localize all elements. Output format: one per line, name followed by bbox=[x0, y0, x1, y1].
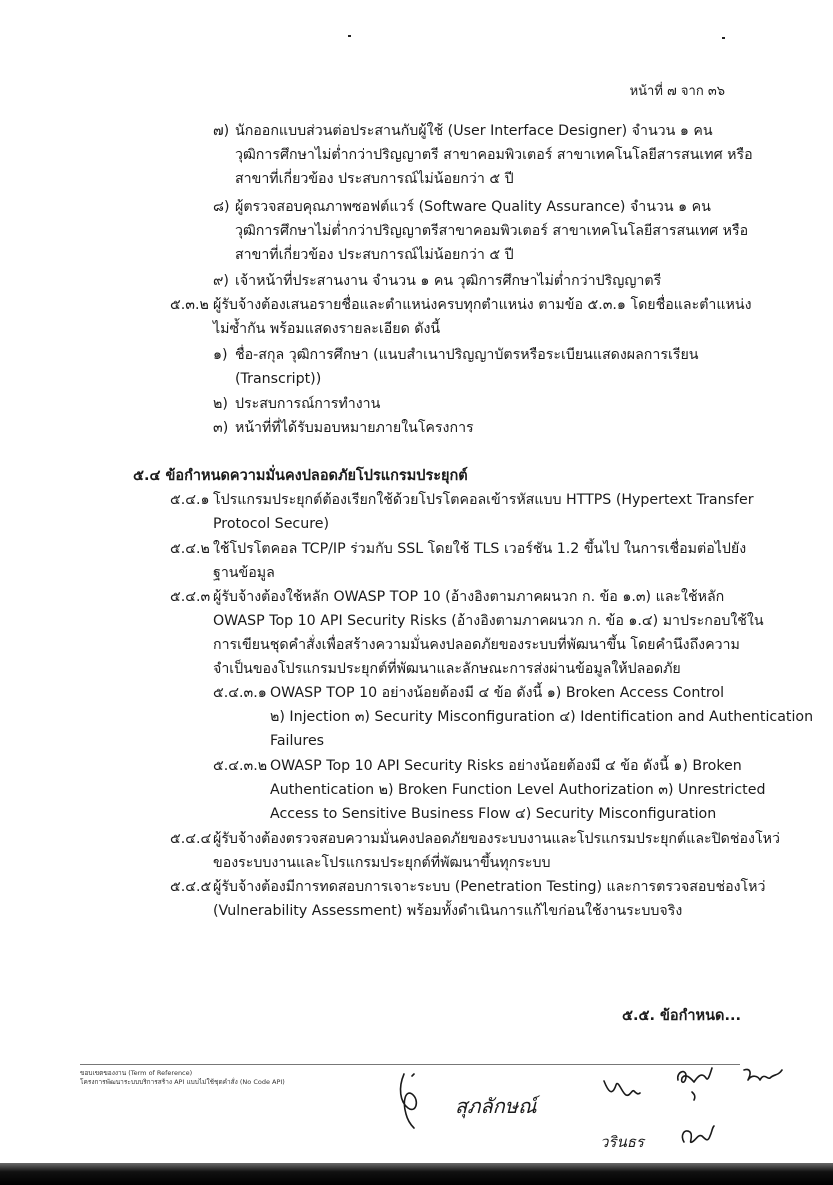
s5432-line: Authentication ๒) Broken Function Level Authorization ๓) Unrestricted bbox=[270, 782, 766, 798]
section-532-line: ผู้รับจ้างต้องเสนอรายชื่อและตำแหน่งครบทุกตำแหน่ง ตามข้อ ๕.๓.๑ โดยชื่อและตำแหน่ง bbox=[213, 297, 752, 313]
s545-line: (Vulnerability Assessment) พร้อมทั้งดำเนินการแก้ไขก่อนใช้งานระบบจริง bbox=[213, 903, 683, 919]
scan-speck bbox=[722, 37, 725, 39]
footer-rule bbox=[80, 1064, 740, 1065]
footer-line-2: โครงการพัฒนาระบบบริการสร้าง API แบบไม่ใช้ชุดคำสั่ง (No Code API) bbox=[80, 1078, 285, 1086]
item-7-line: สาขาที่เกี่ยวข้อง ประสบการณ์ไม่น้อยกว่า ๕ ปี bbox=[235, 171, 514, 187]
signature-initial-4 bbox=[672, 1062, 716, 1102]
continued-marker: ๕.๕. ข้อกำหนด... bbox=[622, 1008, 741, 1024]
s542-line: ใช้โปรโตคอล TCP/IP ร่วมกับ SSL โดยใช้ TLS เวอร์ชัน 1.2 ขึ้นไป ในการเชื่อมต่อไปยัง bbox=[213, 541, 747, 557]
s5432-line: OWASP Top 10 API Security Risks อย่างน้อยต้องมี ๔ ข้อ ดังนี้ ๑) Broken bbox=[270, 758, 742, 774]
item-7-line: วุฒิการศึกษาไม่ต่ำกว่าปริญญาตรี สาขาคอมพิวเตอร์ สาขาเทคโนโลยีสารสนเทศ หรือ bbox=[235, 147, 753, 163]
s5432-number: ๕.๔.๓.๒ bbox=[213, 758, 268, 774]
footer-line-1: ขอบเขตของงาน (Term of Reference) bbox=[80, 1069, 193, 1077]
s545-number: ๕.๔.๕ bbox=[170, 879, 212, 895]
s532-item-2-line: ประสบการณ์การทำงาน bbox=[235, 396, 381, 412]
signature-initial-7 bbox=[676, 1122, 716, 1148]
section-532-number: ๕.๓.๒ bbox=[170, 297, 209, 313]
s545-line: ผู้รับจ้างต้องมีการทดสอบการเจาะระบบ (Penetration Testing) และการตรวจสอบช่องโหว่ bbox=[213, 879, 766, 895]
item-8-line: ผู้ตรวจสอบคุณภาพซอฟต์แวร์ (Software Quality Assurance) จำนวน ๑ คน bbox=[235, 199, 711, 215]
scan-speck bbox=[348, 35, 351, 37]
section-54-heading: ๕.๔ ข้อกำหนดความมั่นคงปลอดภัยโปรแกรมประยุกต์ bbox=[133, 468, 468, 484]
section-532-line: ไม่ซ้ำกัน พร้อมแสดงรายละเอียด ดังนี้ bbox=[213, 321, 441, 337]
signature-6: วรินธร bbox=[600, 1133, 644, 1151]
s5431-number: ๕.๔.๓.๑ bbox=[213, 685, 267, 701]
page-number: หน้าที่ ๗ จาก ๓๖ bbox=[629, 84, 725, 99]
scan-edge bbox=[0, 1163, 833, 1185]
s532-item-1-number: ๑) bbox=[213, 347, 228, 363]
s541-line: โปรแกรมประยุกต์ต้องเรียกใช้ด้วยโปรโตคอลเข้ารหัสแบบ HTTPS (Hypertext Transfer bbox=[213, 492, 754, 508]
item-7-number: ๗) bbox=[213, 123, 230, 139]
s5431-line: ๒) Injection ๓) Security Misconfiguration ๔) Identification and Authentication bbox=[270, 709, 814, 725]
s532-item-2-number: ๒) bbox=[213, 396, 228, 412]
signature-initial-3 bbox=[602, 1075, 642, 1101]
s532-item-1-line: (Transcript)) bbox=[235, 371, 322, 387]
s544-line: ของระบบงานและโปรแกรมประยุกต์ที่พัฒนาขึ้นทุกระบบ bbox=[213, 855, 551, 871]
s543-line: การเขียนชุดคำสั่งเพื่อสร้างความมั่นคงปลอดภัยของระบบที่พัฒนาขึ้น โดยคำนึงถึงความ bbox=[213, 637, 740, 653]
s541-line: Protocol Secure) bbox=[213, 516, 329, 532]
s541-number: ๕.๔.๑ bbox=[170, 492, 210, 508]
s543-line: ผู้รับจ้างต้องใช้หลัก OWASP TOP 10 (อ้างอิงตามภาคผนวก ก. ข้อ ๑.๓) และใช้หลัก bbox=[213, 589, 725, 605]
item-8-line: วุฒิการศึกษาไม่ต่ำกว่าปริญญาตรีสาขาคอมพิวเตอร์ สาขาเทคโนโลยีสารสนเทศ หรือ bbox=[235, 223, 749, 239]
s532-item-1-line: ชื่อ-สกุล วุฒิการศึกษา (แนบสำเนาปริญญาบัตรหรือระเบียนแสดงผลการเรียน bbox=[235, 347, 699, 363]
s532-item-3-line: หน้าที่ที่ได้รับมอบหมายภายในโครงการ bbox=[235, 420, 474, 436]
s542-line: ฐานข้อมูล bbox=[213, 565, 275, 581]
s5432-line: Access to Sensitive Business Flow ๔) Security Misconfiguration bbox=[270, 806, 717, 822]
s544-line: ผู้รับจ้างต้องตรวจสอบความมั่นคงปลอดภัยของระบบงานและโปรแกรมประยุกต์และปิดช่องโหว่ bbox=[213, 831, 780, 847]
item-7-line: นักออกแบบส่วนต่อประสานกับผู้ใช้ (User Interface Designer) จำนวน ๑ คน bbox=[235, 123, 713, 139]
s542-number: ๕.๔.๒ bbox=[170, 541, 210, 557]
s543-line: OWASP Top 10 API Security Risks (อ้างอิงตามภาคผนวก ก. ข้อ ๑.๔) มาประกอบใช้ใน bbox=[213, 613, 764, 629]
item-9-number: ๙) bbox=[213, 273, 229, 289]
s544-number: ๕.๔.๔ bbox=[170, 831, 212, 847]
item-9-line: เจ้าหน้าที่ประสานงาน จำนวน ๑ คน วุฒิการศึกษาไม่ต่ำกว่าปริญญาตรี bbox=[235, 273, 662, 289]
signature-2: สุภลักษณ์ bbox=[455, 1094, 537, 1118]
item-8-line: สาขาที่เกี่ยวข้อง ประสบการณ์ไม่น้อยกว่า ๕ ปี bbox=[235, 247, 514, 263]
s5431-line: Failures bbox=[270, 733, 325, 749]
item-8-number: ๘) bbox=[213, 199, 230, 215]
s532-item-3-number: ๓) bbox=[213, 420, 229, 436]
s543-line: จำเป็นของโปรแกรมประยุกต์ที่พัฒนาและลักษณะการส่งผ่านข้อมูลให้ปลอดภัย bbox=[213, 661, 681, 677]
s5431-line: OWASP TOP 10 อย่างน้อยต้องมี ๔ ข้อ ดังนี้ ๑) Broken Access Control bbox=[270, 685, 725, 701]
signature-initial-5 bbox=[740, 1064, 784, 1086]
s543-number: ๕.๔.๓ bbox=[170, 589, 211, 605]
signature-initial-1 bbox=[390, 1070, 430, 1130]
